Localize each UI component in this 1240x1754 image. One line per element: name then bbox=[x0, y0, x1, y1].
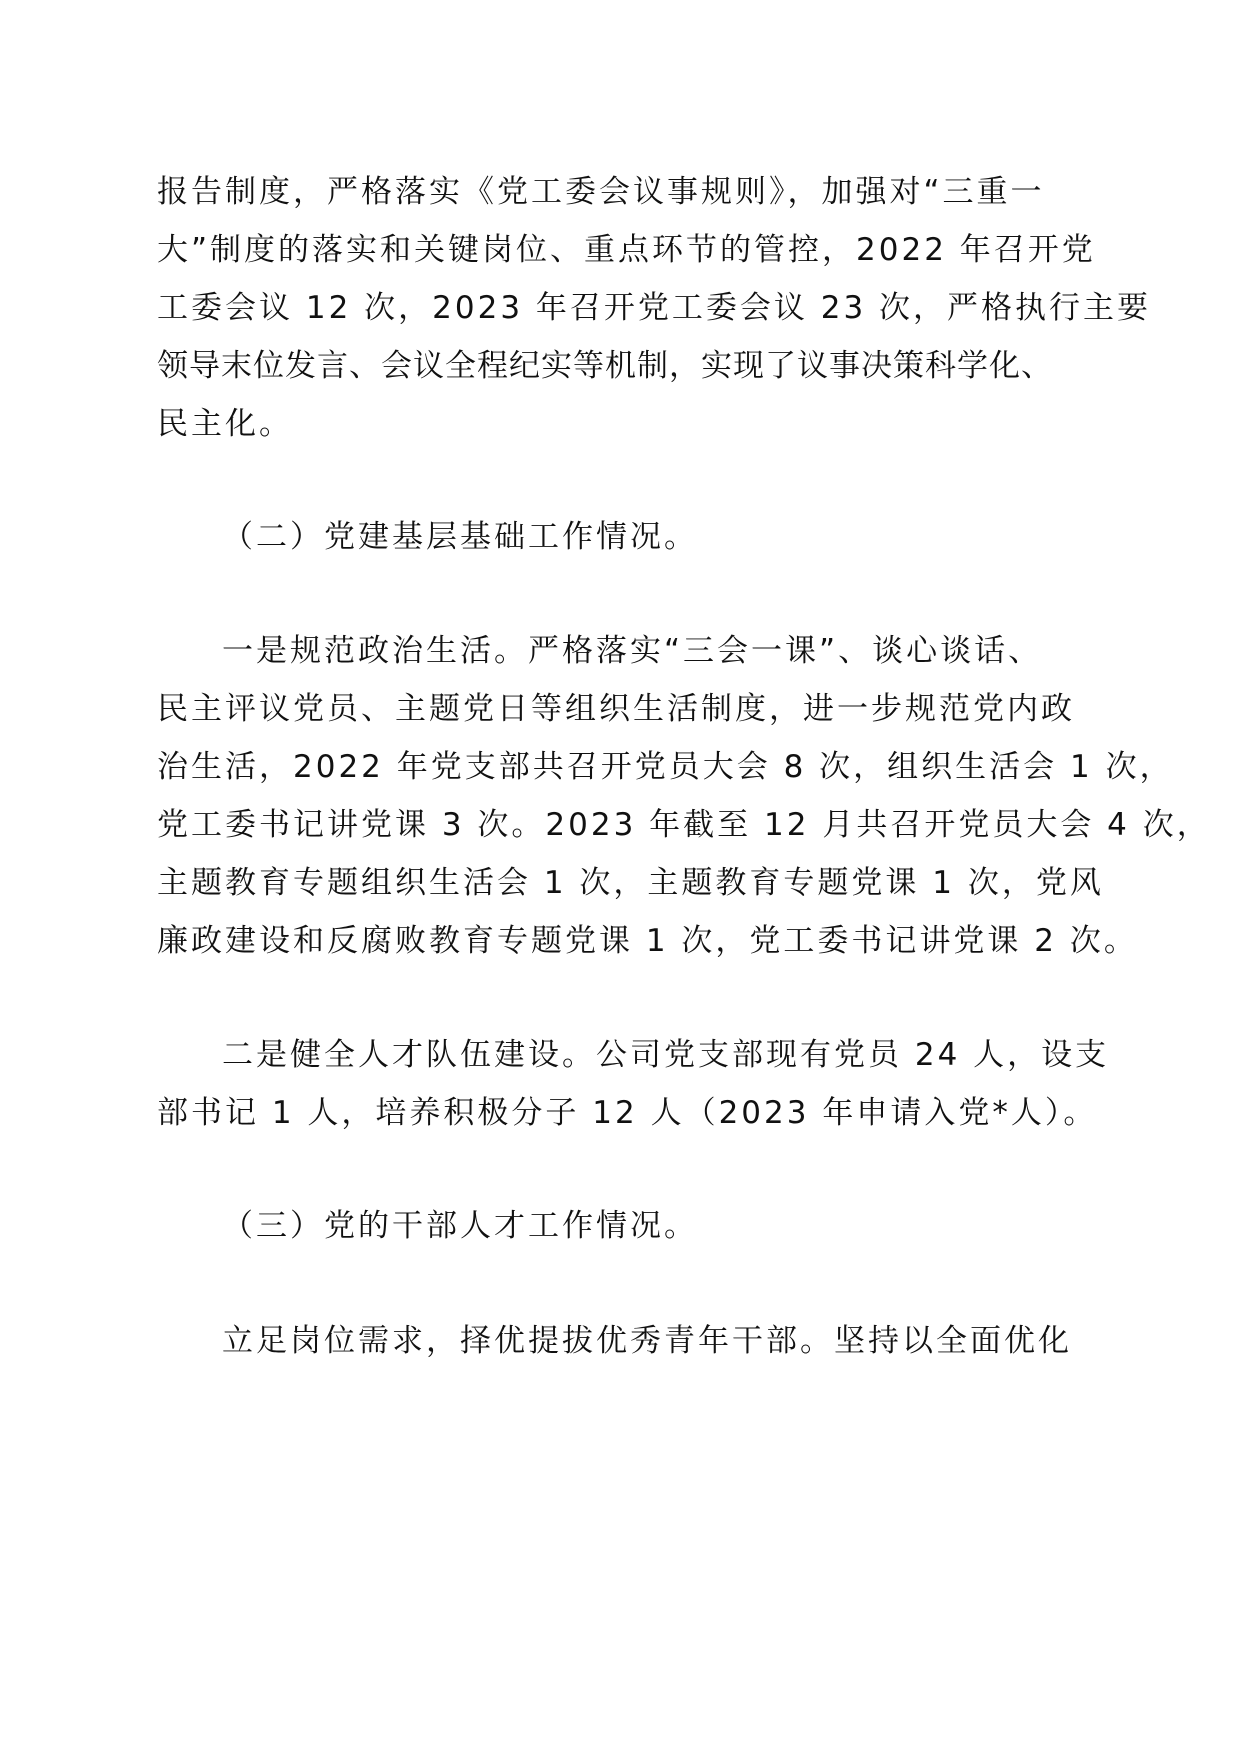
text-line: 报告制度，严格落实《党工委会议事规则》，加强对“三重一 bbox=[157, 174, 1045, 210]
text-line: 工委会议 12 次，2023 年召开党工委会议 23 次，严格执行主要 bbox=[157, 290, 1152, 326]
text-line: 民主化。 bbox=[157, 406, 293, 442]
text-line: 民主评议党员、主题党日等组织生活制度，进一步规范党内政 bbox=[157, 691, 1075, 727]
text-line: 廉政建设和反腐败教育专题党课 1 次，党工委书记讲党课 2 次。 bbox=[157, 923, 1138, 959]
text-line: 领导末位发言、会议全程纪实等机制，实现了议事决策科学化、 bbox=[157, 348, 1053, 384]
text-line: 党工委书记讲党课 3 次。2023 年截至 12 月共召开党员大会 4 次， bbox=[157, 807, 1211, 843]
text-line: 主题教育专题组织生活会 1 次，主题教育专题党课 1 次，党风 bbox=[157, 865, 1104, 901]
section-heading-3: （三）党的干部人才工作情况。 bbox=[222, 1208, 698, 1244]
text-line: 一是规范政治生活。严格落实“三会一课”、谈心谈话、 bbox=[222, 633, 1043, 669]
text-line: 治生活，2022 年党支部共召开党员大会 8 次，组织生活会 1 次， bbox=[157, 749, 1174, 785]
text-line: 部书记 1 人，培养积极分子 12 人（2023 年申请入党*人）。 bbox=[157, 1095, 1098, 1131]
text-line: 二是健全人才队伍建设。公司党支部现有党员 24 人，设支 bbox=[222, 1037, 1110, 1073]
text-line: 大”制度的落实和关键岗位、重点环节的管控，2022 年召开党 bbox=[157, 232, 1096, 268]
text-line: 立足岗位需求，择优提拔优秀青年干部。坚持以全面优化 bbox=[222, 1323, 1072, 1359]
section-heading-2: （二）党建基层基础工作情况。 bbox=[222, 519, 698, 555]
